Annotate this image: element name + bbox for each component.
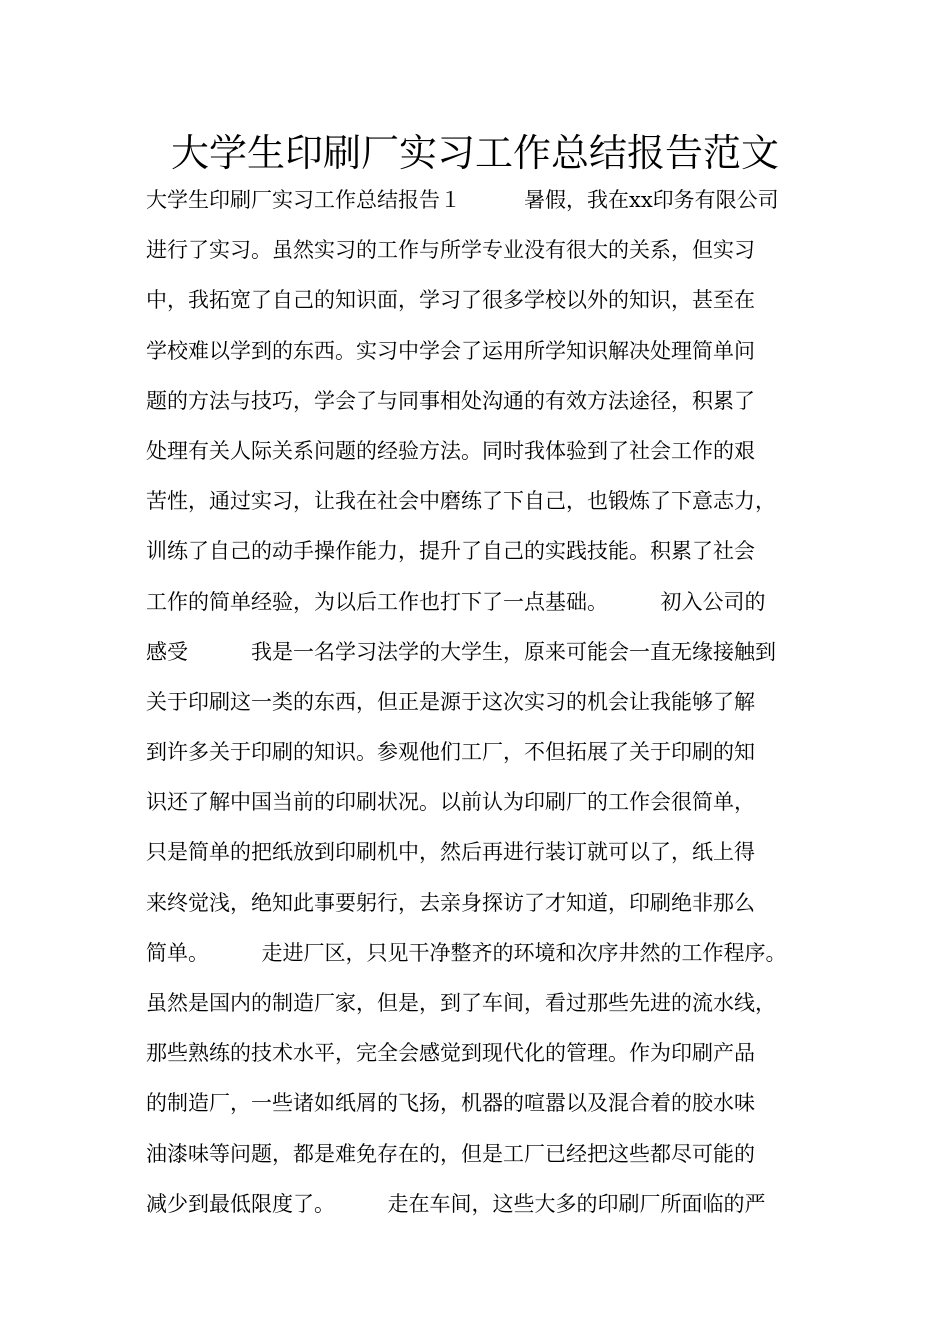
- body-line: 只是简单的把纸放到印刷机中，然后再进行装订就可以了，纸上得: [146, 840, 755, 865]
- document-title: 大学生印刷厂实习工作总结报告范文: [170, 131, 779, 175]
- body-line: 题的方法与技巧，学会了与同事相处沟通的有效方法途径，积累了: [146, 388, 755, 413]
- body-line: 关于印刷这一类的东西，但正是源于这次实习的机会让我能够了解: [146, 689, 755, 714]
- body-line: 感受 我是一名学习法学的大学生，原来可能会一直无缘接触到: [146, 639, 776, 664]
- body-line: 减少到最低限度了。 走在车间，这些大多的印刷厂所面临的严: [146, 1191, 766, 1216]
- body-line: 处理有关人际关系问题的经验方法。同时我体验到了社会工作的艰: [146, 438, 755, 463]
- document-body: [146, 180, 836, 1234]
- body-line: 中，我拓宽了自己的知识面，学习了很多学校以外的知识，甚至在: [146, 288, 755, 313]
- body-line: 来终觉浅，绝知此事要躬行，去亲身探访了才知道，印刷绝非那么: [146, 890, 755, 915]
- body-line: 识还了解中国当前的印刷状况。以前认为印刷厂的工作会很简单，: [146, 790, 755, 815]
- body-line: 油漆味等问题，都是难免存在的，但是工厂已经把这些都尽可能的: [146, 1141, 755, 1166]
- body-line: 苦性，通过实习，让我在社会中磨练了下自己，也锻炼了下意志力，: [146, 489, 776, 514]
- body-line: 大学生印刷厂实习工作总结报告１ 暑假，我在xx印务有限公司: [146, 188, 779, 212]
- body-line: 简单。 走进厂区，只见干净整齐的环境和次序井然的工作程序。: [146, 940, 787, 965]
- body-line: 训练了自己的动手操作能力，提升了自己的实践技能。积累了社会: [146, 539, 755, 564]
- body-line: 那些熟练的技术水平，完全会感觉到现代化的管理。作为印刷产品: [146, 1041, 755, 1066]
- body-line: 工作的简单经验，为以后工作也打下了一点基础。 初入公司的: [146, 589, 766, 614]
- body-line: 的制造厂，一些诸如纸屑的飞扬，机器的喧嚣以及混合着的胶水味: [146, 1091, 755, 1116]
- body-line: 虽然是国内的制造厂家，但是，到了车间，看过那些先进的流水线，: [146, 991, 776, 1015]
- body-line: 到许多关于印刷的知识。参观他们工厂，不但拓展了关于印刷的知: [146, 740, 755, 765]
- body-line: 进行了实习。虽然实习的工作与所学专业没有很大的关系，但实习: [146, 238, 755, 263]
- body-line: 学校难以学到的东西。实习中学会了运用所学知识解决处理简单问: [146, 338, 755, 363]
